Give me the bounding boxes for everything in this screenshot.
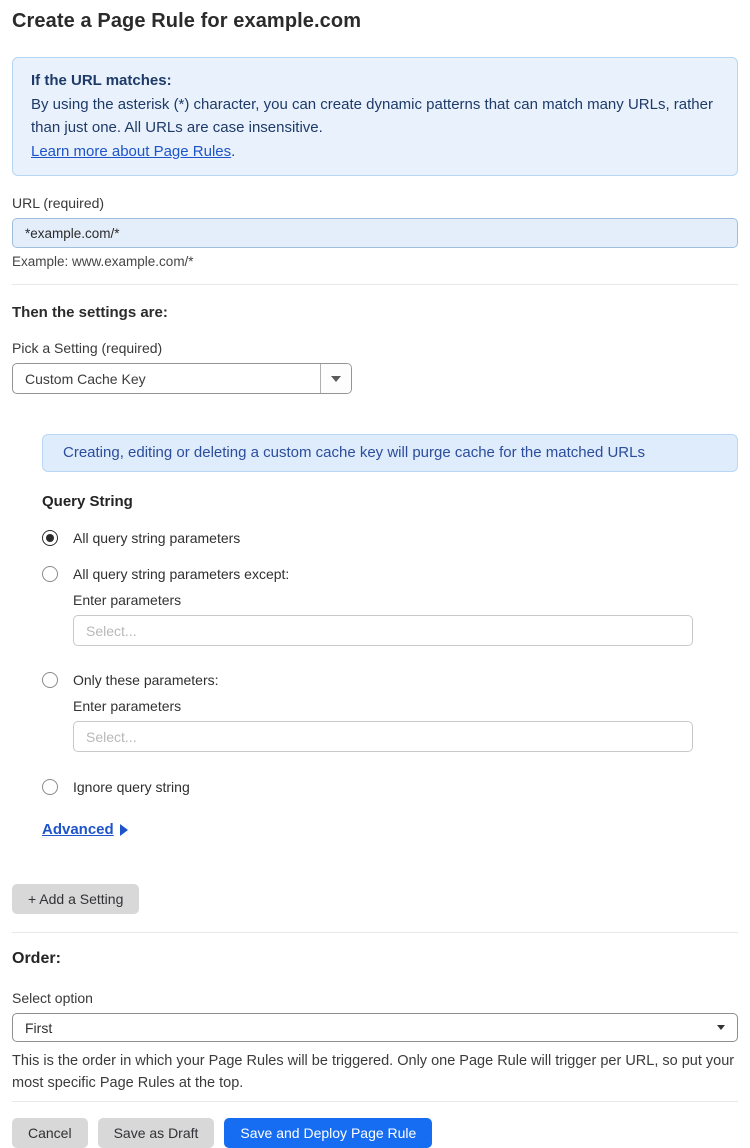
divider bbox=[12, 284, 738, 285]
radio-option-ignore-query[interactable] bbox=[42, 779, 738, 795]
enter-parameters-label: Enter parameters bbox=[73, 698, 182, 714]
save-as-draft-button[interactable]: Save as Draft bbox=[98, 1118, 215, 1148]
radio-button[interactable] bbox=[42, 566, 58, 582]
radio-button[interactable] bbox=[42, 779, 58, 795]
setting-dropdown[interactable] bbox=[12, 363, 352, 394]
radio-label[interactable]: All query string parameters bbox=[73, 530, 241, 546]
enter-parameters-label: Enter parameters bbox=[73, 592, 182, 608]
add-setting-button[interactable]: + Add a Setting bbox=[12, 884, 139, 914]
cancel-button[interactable]: Cancel bbox=[12, 1118, 88, 1148]
cache-key-notice: Creating, editing or deleting a custom cache key will purge cache for the matched URLs bbox=[42, 434, 738, 472]
radio-option-only-these[interactable] bbox=[42, 672, 738, 688]
url-input[interactable] bbox=[12, 218, 738, 248]
save-and-deploy-button[interactable]: Save and Deploy Page Rule bbox=[224, 1118, 432, 1148]
chevron-down-icon bbox=[717, 1025, 725, 1030]
except-params-input[interactable] bbox=[73, 615, 693, 646]
radio-label[interactable]: Only these parameters: bbox=[73, 672, 219, 688]
page-title: Create a Page Rule for example.com bbox=[12, 10, 362, 32]
url-example-text: Example: www.example.com/* bbox=[12, 254, 194, 269]
order-select-label: Select option bbox=[12, 990, 93, 1006]
info-box-body: By using the asterisk (*) character, you can create dynamic patterns that can match many URLs, rather than just one. All URLs are case insensitive. bbox=[31, 95, 713, 136]
setting-dropdown-value: Custom Cache Key bbox=[25, 370, 146, 387]
except-params-field bbox=[73, 592, 738, 646]
footer-actions bbox=[12, 1118, 738, 1148]
divider bbox=[12, 932, 738, 933]
radio-option-all-params[interactable] bbox=[42, 530, 738, 546]
learn-more-link[interactable]: Learn more about Page Rules bbox=[31, 142, 232, 160]
only-params-field bbox=[73, 698, 738, 752]
only-params-input[interactable] bbox=[73, 721, 693, 752]
order-help-text: This is the order in which your Page Rules will be triggered. Only one Page Rule will trigger per URL, so put your most specific Page Rules at the top. bbox=[12, 1053, 735, 1091]
order-heading: Order: bbox=[12, 950, 61, 967]
advanced-row bbox=[42, 821, 738, 838]
url-match-info-box bbox=[12, 57, 738, 176]
chevron-right-icon bbox=[120, 824, 128, 836]
radio-button[interactable] bbox=[42, 530, 58, 546]
divider bbox=[12, 1101, 738, 1102]
radio-label[interactable]: Ignore query string bbox=[73, 779, 190, 795]
info-box-heading: If the URL matches: bbox=[31, 72, 172, 89]
radio-option-all-except[interactable] bbox=[42, 566, 738, 582]
url-field-label: URL (required) bbox=[12, 195, 105, 211]
setting-dropdown-arrow-button[interactable] bbox=[320, 364, 351, 393]
radio-button[interactable] bbox=[42, 672, 58, 688]
info-box-link-row bbox=[31, 140, 719, 164]
settings-section-heading: Then the settings are: bbox=[12, 304, 168, 321]
advanced-link[interactable]: Advanced bbox=[42, 821, 114, 838]
pick-setting-label: Pick a Setting (required) bbox=[12, 340, 163, 356]
chevron-down-icon bbox=[331, 376, 341, 382]
radio-label[interactable]: All query string parameters except: bbox=[73, 566, 290, 582]
order-dropdown-value: First bbox=[25, 1019, 53, 1036]
query-string-heading: Query String bbox=[42, 493, 133, 510]
order-dropdown[interactable] bbox=[12, 1013, 738, 1042]
link-suffix: . bbox=[231, 142, 236, 160]
